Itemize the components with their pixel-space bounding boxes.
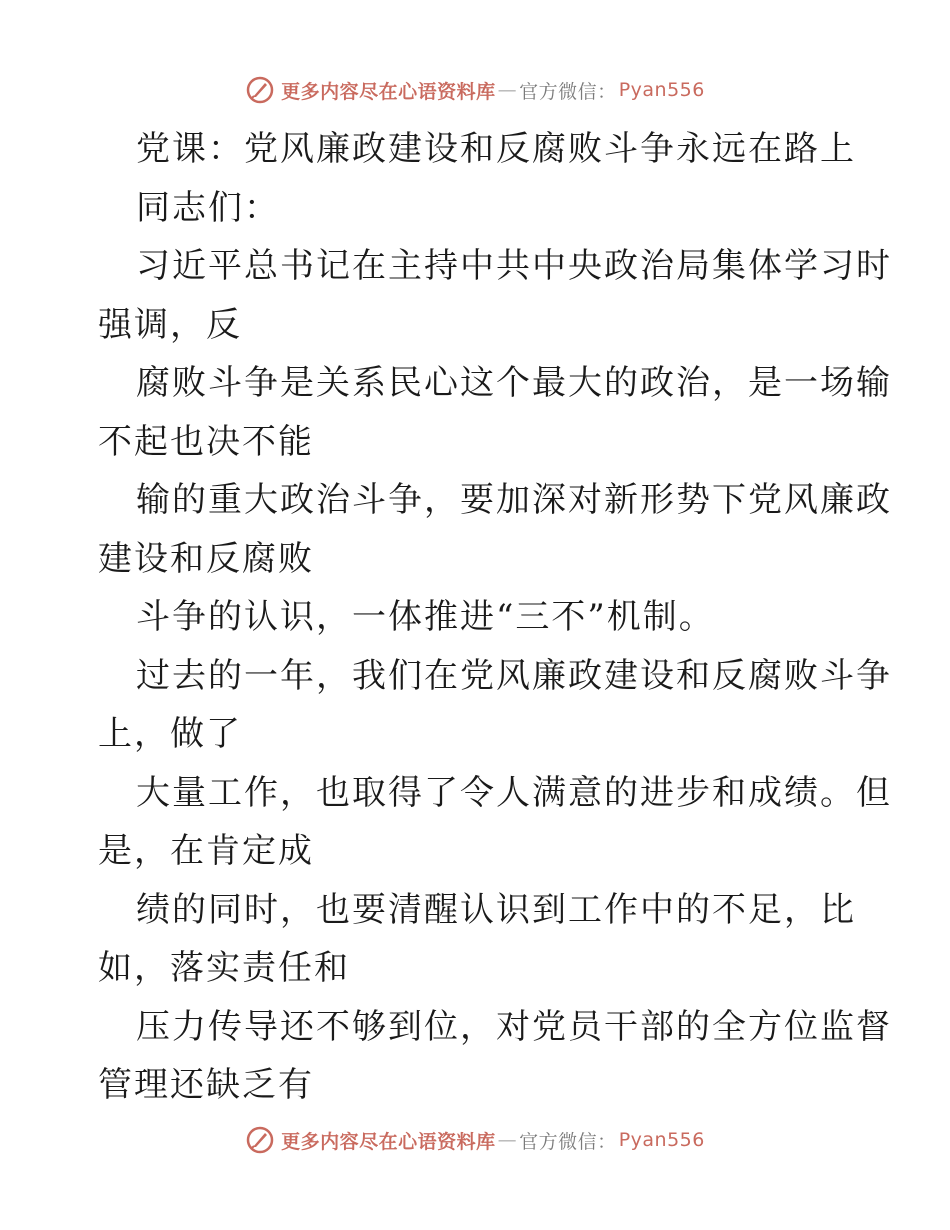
text-line: 腐败斗争是关系民心这个最大的政治，是一场输 (136, 363, 892, 403)
banner-official-label: 官方微信： (519, 80, 617, 103)
text-line: 大量工作，也取得了令人满意的进步和成绩。但 (136, 772, 892, 813)
text-line: 过去的一年，我们在党风廉政建设和反腐败斗争 (136, 655, 892, 696)
feather-pen-icon (245, 75, 275, 105)
text-line: 管理还缺乏有 (98, 1065, 314, 1105)
document-title: 党课：党风廉政建设和反腐败斗争永远在路上 (136, 129, 856, 169)
document-body (98, 120, 892, 1115)
text-line: 绩的同时，也要清醒认识到工作中的不足，比 (136, 889, 856, 930)
footer-banner (0, 1120, 950, 1160)
text-line: 建设和反腐败 (98, 538, 314, 579)
banner-brand-text: 更多内容尽在心语资料库 (281, 80, 496, 103)
text-line: 习近平总书记在主持中共中央政治局集体学习时 (136, 246, 892, 286)
banner-brand-text: 更多内容尽在心语资料库 (281, 1130, 496, 1153)
text-line: 是，在肯定成 (98, 831, 314, 871)
text-line: 压力传导还不够到位，对党员干部的全方位监督 (136, 1006, 892, 1047)
text-line: 不起也决不能 (98, 421, 314, 462)
text-line: 上，做了 (98, 714, 242, 754)
banner-dash: — (497, 79, 518, 101)
salutation: 同志们： (136, 187, 280, 228)
banner-dash: — (497, 1129, 518, 1151)
text-line: 斗争的认识，一体推进“三不”机制。 (136, 597, 715, 637)
banner-wechat-handle: Pyan556 (618, 79, 705, 101)
text-line: 输的重大政治斗争，要加深对新形势下党风廉政 (136, 480, 892, 520)
text-line: 如，落实责任和 (98, 948, 350, 988)
header-banner (0, 70, 950, 110)
banner-official-label: 官方微信： (519, 1130, 617, 1153)
text-line: 强调，反 (98, 304, 242, 345)
banner-wechat-handle: Pyan556 (618, 1129, 705, 1151)
feather-pen-icon (245, 1125, 275, 1155)
